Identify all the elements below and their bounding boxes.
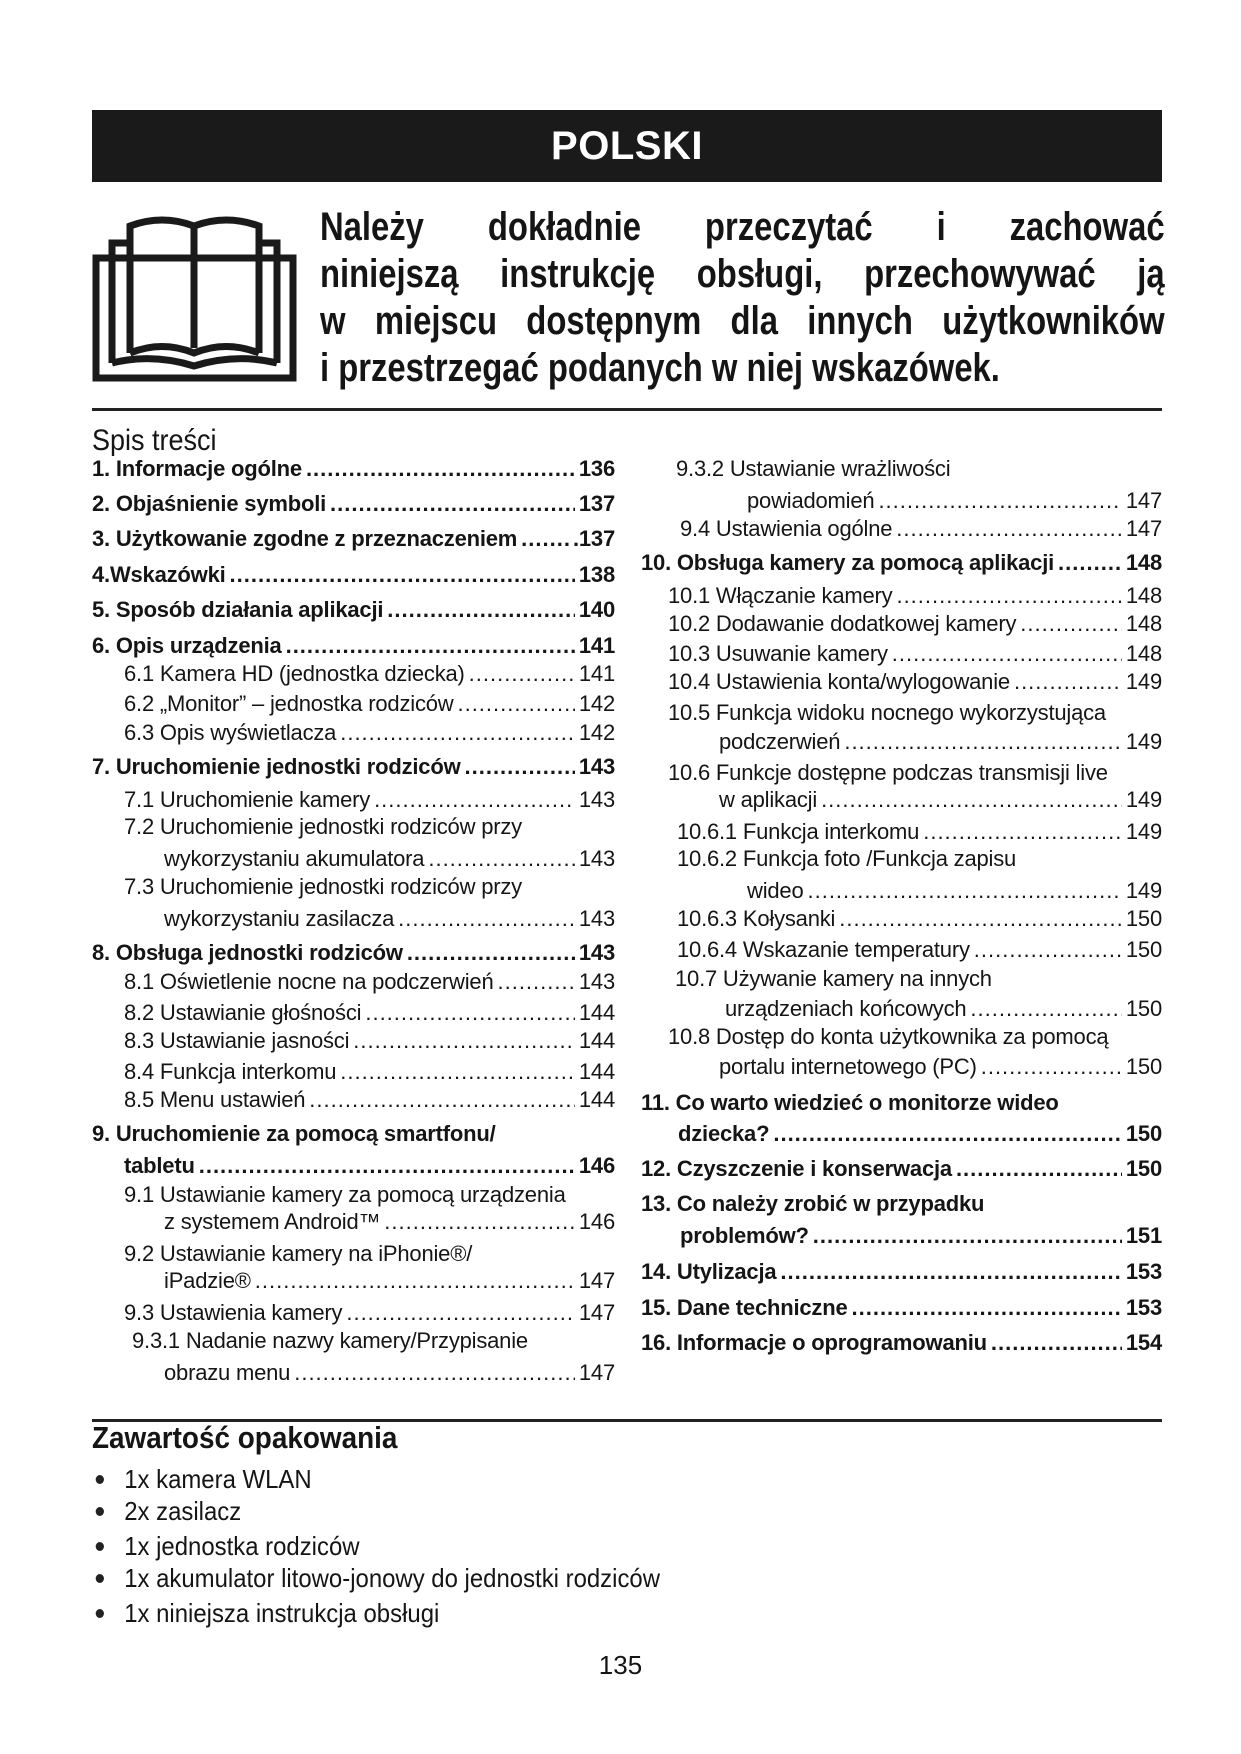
toc-entry[interactable] xyxy=(124,1028,615,1054)
toc-entry[interactable] xyxy=(124,1241,472,1267)
toc-entry[interactable] xyxy=(641,1330,1162,1356)
toc-entry-title: tabletu xyxy=(124,1153,195,1178)
toc-entry-title: 8.4 Funkcja interkomu xyxy=(124,1059,337,1084)
dot-leader xyxy=(340,1059,575,1085)
toc-entry-title: urządzeniach końcowych xyxy=(725,996,967,1021)
toc-entry[interactable] xyxy=(668,669,1162,695)
toc-entry-page: 148 xyxy=(1125,550,1162,575)
toc-entry[interactable] xyxy=(677,846,1016,872)
toc-entry[interactable] xyxy=(668,641,1162,667)
dot-leader xyxy=(878,488,1121,514)
toc-entry-page: 151 xyxy=(1125,1223,1162,1248)
toc-entry[interactable] xyxy=(92,456,615,482)
toc-entry-page: 154 xyxy=(1125,1330,1162,1355)
toc-entry[interactable] xyxy=(124,661,615,687)
toc-entry[interactable] xyxy=(675,966,992,992)
toc-entry[interactable] xyxy=(164,1268,615,1294)
toc-entry-page: 149 xyxy=(1125,729,1162,754)
list-item-text: 1x jednostka rodziców xyxy=(124,1531,360,1561)
dot-leader xyxy=(387,597,575,623)
toc-entry[interactable] xyxy=(92,597,615,623)
toc-entry-title: wideo xyxy=(747,878,804,903)
toc-entry-page: 144 xyxy=(578,1000,615,1025)
toc-entry-title: iPadzie® xyxy=(164,1268,251,1293)
dot-leader xyxy=(956,1156,1122,1182)
dot-leader xyxy=(428,846,575,872)
dot-leader xyxy=(896,516,1122,542)
dot-leader xyxy=(844,729,1122,755)
toc-entry-title: z systemem Android™ xyxy=(164,1209,381,1234)
toc-entry-page: 144 xyxy=(578,1059,615,1084)
dot-leader xyxy=(286,633,575,659)
toc-entry-page: 147 xyxy=(578,1360,615,1385)
language-title: POLSKI xyxy=(551,123,703,168)
dot-leader xyxy=(340,720,575,746)
list-item-text: 1x akumulator litowo-jonowy do jednostki rodziców xyxy=(124,1563,660,1593)
toc-entry[interactable] xyxy=(92,633,615,659)
dot-leader xyxy=(384,1209,575,1235)
toc-entry[interactable] xyxy=(677,937,1162,963)
toc-entry-page: 143 xyxy=(578,787,615,812)
toc-entry[interactable] xyxy=(92,940,615,966)
toc-entry-page: 147 xyxy=(1125,516,1162,541)
toc-entry-page: 150 xyxy=(1125,937,1162,962)
toc-entry-title: 7.3 Uruchomienie jednostki rodziców przy xyxy=(124,874,522,899)
toc-entry[interactable] xyxy=(641,1191,984,1217)
toc-entry-title: 7.1 Uruchomienie kamery xyxy=(124,787,371,812)
toc-entry-page: 142 xyxy=(578,691,615,716)
dot-leader xyxy=(807,878,1121,904)
toc-entry[interactable] xyxy=(124,720,615,746)
bullet-icon xyxy=(96,1609,104,1618)
toc-entry-title: podczerwień xyxy=(719,729,841,754)
toc-entry[interactable] xyxy=(719,787,1162,813)
dot-leader xyxy=(981,1054,1122,1080)
dot-leader xyxy=(457,691,574,717)
dot-leader xyxy=(346,1300,575,1326)
toc-entry-page: 149 xyxy=(1125,878,1162,903)
toc-entry-title: 8.1 Oświetlenie nocne na podczerwień xyxy=(124,969,494,994)
toc-entry-title: 8.3 Ustawianie jasności xyxy=(124,1028,350,1053)
toc-entry-page: 149 xyxy=(1125,819,1162,844)
toc-entry[interactable] xyxy=(124,1182,566,1208)
toc-entry[interactable] xyxy=(680,516,1162,542)
toc-entry-title: 10.4 Ustawienia konta/wylogowanie xyxy=(668,669,1010,694)
toc-entry-title: problemów? xyxy=(680,1223,809,1248)
dot-leader xyxy=(780,1259,1122,1285)
dot-leader xyxy=(821,787,1122,813)
toc-entry[interactable] xyxy=(680,1223,1162,1249)
dot-leader xyxy=(1058,550,1122,576)
toc-entry-title: 13. Co należy zrobić w przypadku xyxy=(641,1191,985,1216)
page-number: 135 xyxy=(598,1650,643,1680)
dot-leader xyxy=(923,819,1122,845)
toc-entry-title: 6. Opis urządzenia xyxy=(92,633,282,658)
package-contents-title: Zawartość opakowania xyxy=(92,1420,398,1455)
language-header-bar xyxy=(92,110,1162,182)
dot-leader xyxy=(398,906,575,932)
dot-leader xyxy=(465,754,575,780)
notice-line: i przestrzegać podanych w niej wskazówek. xyxy=(320,346,1000,390)
dot-leader xyxy=(773,1121,1122,1147)
toc-entry-title: 11. Co warto wiedzieć o monitorze wideo xyxy=(641,1090,1059,1115)
toc-entry-page: 143 xyxy=(578,969,615,994)
dot-leader xyxy=(407,940,575,966)
toc-entry-title: 9.2 Ustawianie kamery na iPhonie®/ xyxy=(124,1241,473,1266)
toc-entry[interactable] xyxy=(164,846,615,872)
toc-entry[interactable] xyxy=(725,996,1162,1022)
toc-entry-title: wykorzystaniu akumulatora xyxy=(164,846,425,871)
dot-leader xyxy=(199,1153,575,1179)
toc-entry-page: 150 xyxy=(1125,1156,1162,1181)
dot-leader xyxy=(497,969,574,995)
toc-entry-page: 150 xyxy=(1125,1121,1162,1146)
toc-entry-title: w aplikacji xyxy=(719,787,818,812)
bullet-icon xyxy=(96,1475,104,1484)
toc-entry[interactable] xyxy=(124,814,522,840)
dot-leader xyxy=(353,1028,575,1054)
toc-entry[interactable] xyxy=(641,1090,1059,1116)
toc-entry[interactable] xyxy=(747,488,1162,514)
toc-entry[interactable] xyxy=(164,906,615,932)
toc-entry-title: 8. Obsługa jednostki rodziców xyxy=(92,940,403,965)
toc-entry-title: 9.3.1 Nadanie nazwy kamery/Przypisanie xyxy=(132,1328,528,1353)
toc-entry-title: 10.1 Włączanie kamery xyxy=(668,583,893,608)
dot-leader xyxy=(330,491,575,517)
toc-entry[interactable] xyxy=(124,1000,615,1026)
toc-entry[interactable] xyxy=(668,611,1162,637)
toc-entry-page: 136 xyxy=(578,456,615,481)
toc-entry-title: 10.7 Używanie kamery na innych xyxy=(675,966,992,991)
dot-leader xyxy=(1014,669,1122,695)
toc-entry-title: 6.1 Kamera HD (jednostka dziecka) xyxy=(124,661,465,686)
read-instructions-notice xyxy=(320,204,1165,392)
list-item-text: 1x kamera WLAN xyxy=(124,1464,312,1494)
list-item xyxy=(92,1598,439,1629)
toc-entry-title: 10.6 Funkcje dostępne podczas transmisji live xyxy=(668,760,1108,785)
toc-entry-title: 2. Objaśnienie symboli xyxy=(92,491,327,516)
list-item-text: 1x niniejsza instrukcja obsługi xyxy=(124,1598,440,1628)
toc-entry[interactable] xyxy=(641,1295,1162,1321)
toc-entry[interactable] xyxy=(668,1024,1108,1050)
dot-leader xyxy=(306,456,575,482)
toc-entry-title: 1. Informacje ogólne xyxy=(92,456,302,481)
toc-entry[interactable] xyxy=(668,700,1106,726)
bullet-icon xyxy=(96,1574,104,1583)
toc-entry-page: 146 xyxy=(578,1153,615,1178)
toc-entry-title: 10.2 Dodawanie dodatkowej kamery xyxy=(668,611,1017,636)
bullet-icon xyxy=(96,1542,104,1551)
toc-entry-page: 141 xyxy=(578,633,615,658)
toc-entry[interactable] xyxy=(92,526,615,552)
toc-entry[interactable] xyxy=(124,1059,615,1085)
dot-leader xyxy=(374,787,575,813)
toc-entry-title: 10. Obsługa kamery za pomocą aplikacji xyxy=(641,550,1055,575)
bullet-icon xyxy=(96,1507,104,1516)
toc-entry[interactable] xyxy=(124,787,615,813)
toc-entry-page: 143 xyxy=(578,754,615,779)
dot-leader xyxy=(813,1223,1122,1249)
toc-entry-page: .137 xyxy=(572,526,615,551)
dot-leader xyxy=(521,526,569,552)
toc-entry[interactable] xyxy=(719,729,1162,755)
toc-entry[interactable] xyxy=(719,1054,1162,1080)
toc-entry-title: 4.Wskazówki xyxy=(92,562,226,587)
toc-entry-title: 9.3.2 Ustawianie wrażliwości xyxy=(676,456,951,481)
toc-entry-page: 149 xyxy=(1125,787,1162,812)
toc-entry-page: 147 xyxy=(578,1268,615,1293)
toc-entry-title: dziecka? xyxy=(678,1121,770,1146)
toc-entry-title: 7.2 Uruchomienie jednostki rodziców przy xyxy=(124,814,522,839)
toc-entry-page: 148 xyxy=(1125,641,1162,666)
toc-entry-page: 146 xyxy=(578,1209,615,1234)
toc-entry-page: 153 xyxy=(1125,1259,1162,1284)
list-item xyxy=(92,1496,241,1527)
toc-entry-title: 10.3 Usuwanie kamery xyxy=(668,641,888,666)
toc-entry-title: 10.8 Dostęp do konta użytkownika za pomocą xyxy=(668,1024,1109,1049)
dot-leader xyxy=(294,1360,575,1386)
toc-entry-page: 143 xyxy=(578,846,615,871)
toc-entry[interactable] xyxy=(668,583,1162,609)
toc-title: Spis treści xyxy=(92,424,217,457)
toc-entry-page: 142 xyxy=(578,720,615,745)
dot-leader xyxy=(892,641,1122,667)
toc-entry[interactable] xyxy=(124,1153,615,1179)
dot-leader xyxy=(839,906,1122,932)
list-item xyxy=(92,1531,360,1562)
toc-entry[interactable] xyxy=(677,906,1162,932)
toc-entry[interactable] xyxy=(641,550,1162,576)
toc-entry-title: 9.3 Ustawienia kamery xyxy=(124,1300,343,1325)
dot-leader xyxy=(365,1000,575,1026)
toc-entry-title: obrazu menu xyxy=(164,1360,291,1385)
toc-entry[interactable] xyxy=(641,1259,1162,1285)
dot-leader xyxy=(309,1087,575,1113)
dot-leader xyxy=(1020,611,1122,637)
toc-entry-page: 148 xyxy=(1125,583,1162,608)
toc-entry-title: 12. Czyszczenie i konserwacja xyxy=(641,1156,952,1181)
toc-entry-page: 141 xyxy=(578,661,615,686)
toc-entry[interactable] xyxy=(92,754,615,780)
toc-entry-title: 15. Dane techniczne xyxy=(641,1295,848,1320)
toc-entry-page: 140 xyxy=(578,597,615,622)
toc-entry-title: 8.5 Menu ustawień xyxy=(124,1087,306,1112)
toc-entry-page: 147 xyxy=(578,1300,615,1325)
dot-leader xyxy=(230,562,575,588)
toc-entry-title: 10.6.3 Kołysanki xyxy=(677,906,836,931)
divider xyxy=(92,408,1162,411)
toc-entry[interactable] xyxy=(668,760,1108,786)
toc-entry-title: 3. Użytkowanie zgodne z przeznaczeniem xyxy=(92,526,518,551)
dot-leader xyxy=(852,1295,1122,1321)
toc-entry-title: 10.6.2 Funkcja foto /Funkcja zapisu xyxy=(677,846,1017,871)
toc-entry-title: 5. Sposób działania aplikacji xyxy=(92,597,384,622)
toc-entry[interactable] xyxy=(677,819,1162,845)
toc-entry[interactable] xyxy=(92,491,615,517)
toc-entry[interactable] xyxy=(124,969,615,995)
open-book-icon xyxy=(92,208,297,383)
toc-entry[interactable] xyxy=(164,1209,615,1235)
toc-entry[interactable] xyxy=(92,562,615,588)
toc-entry-title: 9.4 Ustawienia ogólne xyxy=(680,516,893,541)
dot-leader xyxy=(974,937,1122,963)
toc-entry-title: 8.2 Ustawianie głośności xyxy=(124,1000,362,1025)
toc-entry-page: 137 xyxy=(578,491,615,516)
toc-entry-title: 10.6.1 Funkcja interkomu xyxy=(677,819,920,844)
toc-entry[interactable] xyxy=(164,1360,615,1386)
toc-entry-title: 16. Informacje o oprogramowaniu xyxy=(641,1330,987,1355)
dot-leader xyxy=(970,996,1121,1022)
toc-entry-page: 144 xyxy=(578,1028,615,1053)
toc-entry-page: 153 xyxy=(1125,1295,1162,1320)
toc-entry-page: 150 xyxy=(1125,996,1162,1021)
toc-entry-title: 9. Uruchomienie za pomocą smartfonu/ xyxy=(92,1121,496,1146)
toc-entry[interactable] xyxy=(132,1328,528,1354)
toc-entry-page: 138 xyxy=(578,562,615,587)
toc-entry-page: 144 xyxy=(578,1087,615,1112)
dot-leader xyxy=(991,1330,1122,1356)
toc-entry[interactable] xyxy=(747,878,1162,904)
toc-entry-page: 149 xyxy=(1125,669,1162,694)
toc-entry-page: 148 xyxy=(1125,611,1162,636)
toc-entry-title: 6.3 Opis wyświetlacza xyxy=(124,720,337,745)
toc-entry[interactable] xyxy=(124,1300,615,1326)
toc-entry-title: powiadomień xyxy=(747,488,875,513)
toc-entry[interactable] xyxy=(92,1121,496,1147)
toc-entry-title: portalu internetowego (PC) xyxy=(719,1054,977,1079)
dot-leader xyxy=(469,661,575,687)
toc-entry-title: wykorzystaniu zasilacza xyxy=(164,906,395,931)
toc-entry[interactable] xyxy=(124,691,615,717)
toc-entry-page: 143 xyxy=(578,940,615,965)
list-item xyxy=(92,1464,312,1495)
toc-entry-title: 10.6.4 Wskazanie temperatury xyxy=(677,937,970,962)
notice-line: w miejscu dostępnym dla innych użytkowników xyxy=(320,299,1165,343)
notice-line: niniejszą instrukcję obsługi, przechowywać ją xyxy=(320,252,1165,296)
toc-entry-page: 150 xyxy=(1125,1054,1162,1079)
notice-line: Należy dokładnie przeczytać i zachować xyxy=(320,205,1165,249)
toc-entry-title: 10.5 Funkcja widoku nocnego wykorzystująca xyxy=(668,700,1106,725)
toc-entry-page: 143 xyxy=(578,906,615,931)
dot-leader xyxy=(896,583,1121,609)
dot-leader xyxy=(255,1268,575,1294)
list-item xyxy=(92,1563,660,1594)
toc-entry-page: 150 xyxy=(1125,906,1162,931)
toc-entry[interactable] xyxy=(641,1156,1162,1182)
toc-entry[interactable] xyxy=(678,1121,1162,1147)
toc-entry[interactable] xyxy=(676,456,950,482)
toc-entry-title: 14. Utylizacja xyxy=(641,1259,777,1284)
toc-entry-page: 147 xyxy=(1125,488,1162,513)
list-item-text: 2x zasilacz xyxy=(124,1496,242,1526)
toc-entry-title: 7. Uruchomienie jednostki rodziców xyxy=(92,754,461,779)
toc-entry-title: 9.1 Ustawianie kamery za pomocą urządzenia xyxy=(124,1182,566,1207)
toc-entry[interactable] xyxy=(124,1087,615,1113)
toc-entry-title: 6.2 „Monitor” – jednostka rodziców xyxy=(124,691,454,716)
toc-entry[interactable] xyxy=(124,874,522,900)
